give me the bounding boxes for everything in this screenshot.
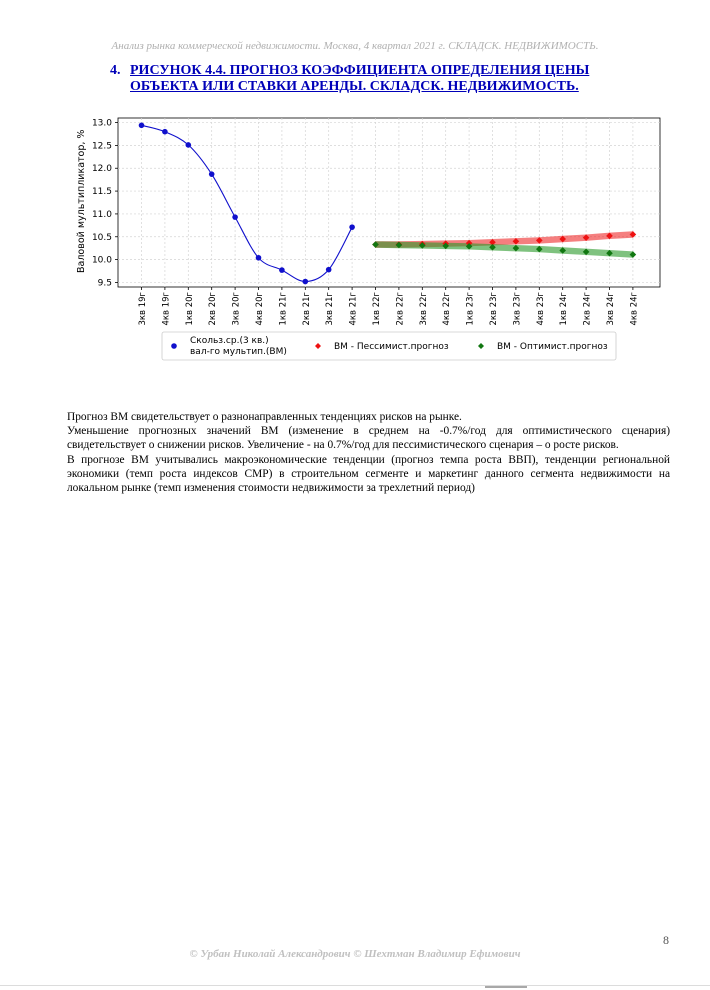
actual-point	[279, 267, 285, 273]
x-tick-label: 3кв 20г	[231, 292, 242, 326]
actual-point	[349, 224, 355, 230]
y-axis-ticks	[92, 119, 118, 289]
y-tick-label: 11.0	[91, 209, 112, 220]
actual-point	[186, 142, 192, 148]
paragraph-2: Уменьшение прогнозных значений ВМ (изменение в среднем на -0.7%/год для оптимистического сценария) свидетельствует о снижении рисков. Увеличение - на 0.7%/год для пессимистического сценария – о росте рисков.	[67, 425, 670, 452]
actual-point	[326, 267, 332, 273]
forecast-chart	[70, 112, 670, 362]
x-tick-label: 2кв 22г	[395, 292, 406, 326]
legend-label-actual-2: вал-го мультип.(ВМ)	[190, 347, 287, 357]
x-tick-label: 3кв 21г	[325, 292, 336, 326]
y-tick-label: 11.5	[91, 187, 112, 198]
actual-point	[232, 214, 238, 220]
y-tick-label: 12.0	[91, 164, 112, 175]
legend-label-optimistic: ВМ - Оптимист.прогноз	[497, 342, 608, 352]
figure-number: 4.	[110, 63, 121, 78]
actual-point	[162, 129, 168, 135]
legend-marker-actual	[171, 343, 177, 349]
footer-copyright: © Урбан Николай Александрович © Шехтман Владимир Ефимович	[189, 948, 521, 960]
x-tick-label: 2кв 23г	[489, 292, 499, 326]
plot-area	[118, 118, 660, 287]
actual-point	[303, 279, 309, 285]
paragraph-3: В прогнозе ВМ учитывались макроэкономические тенденции (прогноз темпа роста ВВП), тенденции региональной экономики (темп роста индексов СМР) в строительном сегменте и маркетинг данного сегмента недвижимости на локальном рынке (темп изменения стоимости недвижимости за трехлетний период)	[67, 453, 670, 495]
x-tick-label: 4кв 22г	[442, 292, 453, 326]
actual-point	[256, 255, 262, 261]
x-axis-ticks	[138, 287, 639, 326]
x-tick-label: 4кв 23г	[535, 292, 546, 326]
x-tick-label: 4кв 19г	[161, 292, 172, 326]
figure-title	[110, 63, 630, 95]
x-tick-label: 3кв 24г	[606, 292, 616, 326]
x-tick-label: 1кв 23г	[465, 292, 476, 326]
footer-divider	[0, 985, 710, 986]
x-tick-label: 1кв 21г	[278, 292, 289, 326]
x-tick-label: 4кв 21г	[348, 292, 359, 326]
legend-label-pessimistic: ВМ - Пессимист.прогноз	[334, 342, 449, 352]
y-tick-label: 13.0	[91, 118, 112, 129]
x-tick-label: 4кв 24г	[629, 292, 640, 326]
footer-mark	[485, 986, 527, 988]
actual-point	[139, 123, 145, 129]
x-tick-label: 1кв 22г	[372, 292, 382, 326]
figure-title-line1: РИСУНОК 4.4. ПРОГНОЗ КОЭФФИЦИЕНТА ОПРЕДЕЛЕНИЯ ЦЕНЫ	[130, 63, 590, 78]
x-tick-label: 3кв 22г	[418, 292, 429, 326]
x-tick-label: 3кв 23г	[512, 292, 523, 326]
y-axis-label: Валовой мультипликатор, %	[76, 129, 87, 273]
y-tick-label: 12.5	[91, 141, 112, 152]
x-tick-label: 1кв 20г	[184, 292, 195, 326]
legend-label-actual-1: Скольз.ср.(3 кв.)	[190, 336, 269, 346]
y-tick-label: 10.5	[91, 232, 112, 243]
y-tick-label: 9.5	[97, 278, 112, 289]
x-tick-label: 4кв 20г	[255, 292, 265, 326]
paragraph-1: Прогноз ВМ свидетельствует о разнонаправленных тенденциях рисков на рынке.	[67, 411, 462, 423]
x-tick-label: 2кв 24г	[582, 292, 593, 326]
page-number: 8	[663, 933, 669, 947]
y-tick-label: 10.0	[91, 255, 112, 266]
body-text	[67, 410, 670, 495]
figure-title-line2: ОБЪЕКТА ИЛИ СТАВКИ АРЕНДЫ. СКЛАДСК. НЕДВИЖИМОСТЬ.	[130, 79, 579, 94]
x-tick-label: 2кв 20г	[208, 292, 219, 326]
actual-point	[209, 171, 215, 177]
chart-legend	[162, 332, 616, 360]
x-tick-label: 1кв 24г	[559, 292, 570, 326]
x-tick-label: 3кв 19г	[138, 292, 148, 326]
running-header: Анализ рынка коммерческой недвижимости. Москва, 4 квартал 2021 г. СКЛАДСК. НЕДВИЖИМОСТЬ.	[111, 40, 599, 52]
x-tick-label: 2кв 21г	[301, 292, 312, 326]
